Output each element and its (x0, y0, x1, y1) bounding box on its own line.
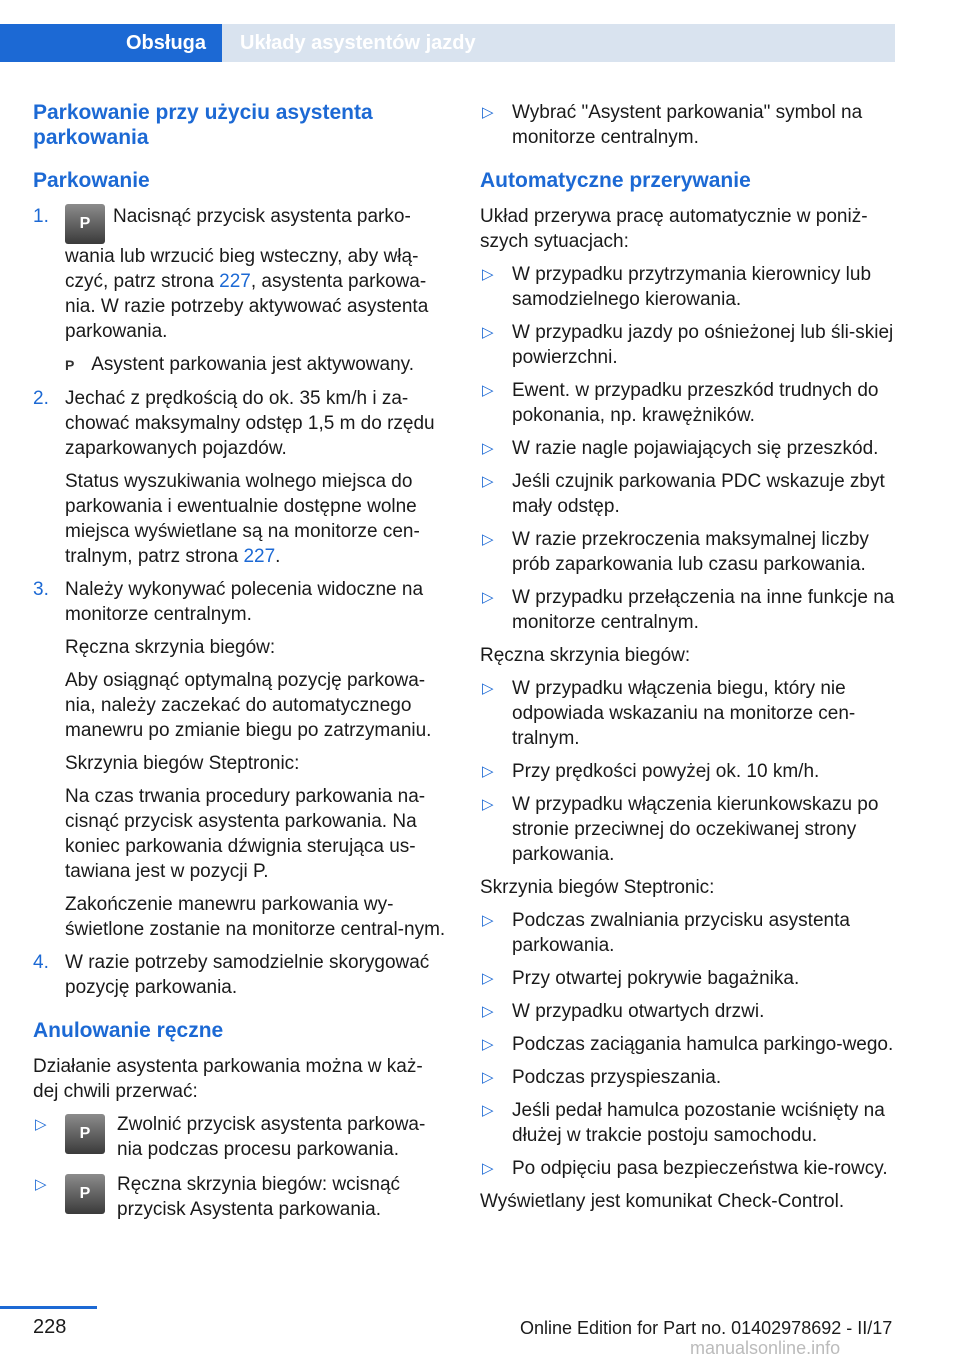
cancel-item-2 (33, 1172, 447, 1222)
page-number: 228 (33, 1316, 67, 1338)
bullet-icon: ▷ (482, 1069, 494, 1086)
list-item (480, 1098, 896, 1148)
step-3-manual-text: Aby osiągnąć optymalną pozycję parkowa-nia, należy zaczekać do automatycznego manewru po zmianie biegu po zatrzymaniu. (65, 670, 432, 741)
steptronic-label: Skrzynia biegów Steptronic: (480, 877, 715, 898)
step-number: 4. (33, 952, 49, 973)
cancel-item-1 (33, 1112, 447, 1162)
list-item (480, 908, 896, 958)
bullet-text: Ewent. w przypadku przeszkód trudnych do pokonania, np. krawężników. (512, 380, 879, 426)
right-column (480, 100, 896, 1222)
list-item (480, 999, 896, 1024)
park-assist-button-icon: P (65, 1174, 105, 1214)
bullet-icon: ▷ (482, 324, 494, 341)
list-item (480, 792, 896, 867)
list-item (480, 1032, 896, 1057)
bullet-text: Wybrać "Asystent parkowania" symbol na monitorze centralnym. (512, 102, 863, 148)
step-3-steptronic-label: Skrzynia biegów Steptronic: (65, 753, 300, 774)
header-bar (0, 24, 895, 62)
section-intro: Działanie asystenta parkowania można w każ-dej chwili przerwać: (33, 1056, 423, 1102)
bullet-text: W przypadku włączenia biegu, który nie odpowiada wskazaniu na monitorze cen-tralnym. (512, 678, 856, 749)
section-intro: Układ przerywa pracę automatycznie w poniż-szych sytuacjach: (480, 206, 868, 252)
bullet-icon: ▷ (35, 1176, 47, 1193)
list-item (480, 436, 896, 461)
step-text: Należy wykonywać polecenia widoczne na monitorze centralnym. (65, 579, 424, 625)
step-3-steptronic-text: Na czas trwania procedury parkowania na-cisnąć przycisk asystenta parkowania. Na koniec parkowania dźwignia sterująca us-tawiana jest w pozycji P. (65, 786, 426, 882)
step-number: 1. (33, 206, 49, 227)
bullet-text: Przy otwartej pokrywie bagażnika. (512, 968, 800, 989)
list-item (480, 966, 896, 991)
page-title: Parkowanie przy użyciu asystenta parkowania (33, 101, 373, 149)
manual-gearbox-list (480, 676, 896, 867)
bullet-icon: ▷ (482, 382, 494, 399)
bullet-text: Jeśli pedał hamulca pozostanie wciśnięty na dłużej w trakcie postoju samochodu. (512, 1100, 885, 1146)
step-3-end-text: Zakończenie manewru parkowania wy-świetlone zostanie na monitorze central-nym. (65, 894, 446, 940)
bullet-text: W przypadku jazdy po ośnieżonej lub śli-skiej powierzchni. (512, 322, 894, 368)
note-text: Status wyszukiwania wolnego miejsca do parkowania i ewentualnie dostępne wolne miejsca wyświetlane są na monitorze cen-tralnym, patrz strona (65, 471, 420, 567)
step-3-manual-label: Ręczna skrzynia biegów: (65, 637, 276, 658)
step-3 (33, 577, 447, 627)
list-item (480, 585, 896, 635)
step-text: Jechać z prędkością do ok. 35 km/h i za-chować maksymalny odstęp 1,5 m do rzędu zaparkowanych pojazdów. (65, 388, 435, 459)
bullet-icon: ▷ (482, 970, 494, 987)
bullet-icon: ▷ (482, 912, 494, 929)
note-text: . (275, 546, 281, 567)
bullet-text: W razie przekroczenia maksymalnej liczby prób zaparkowania lub czasu parkowania. (512, 529, 869, 575)
left-column (33, 100, 447, 1232)
select-symbol-item (480, 100, 896, 150)
step-text: Nacisnąć przycisk asystenta parko-wania lub wrzucić bieg wsteczny, aby włą-czyć, patrz strona (65, 206, 419, 292)
bullet-icon: ▷ (482, 589, 494, 606)
bullet-text: W razie nagle pojawiających się przeszkód. (512, 438, 879, 459)
closing-text: Wyświetlany jest komunikat Check-Control. (480, 1191, 845, 1212)
bullet-text: W przypadku włączenia kierunkowskazu po stronie przeciwnej do oczekiwanej strony parkowania. (512, 794, 879, 865)
bullet-text: Ręczna skrzynia biegów: wcisnąć przycisk Asystenta parkowania. (117, 1174, 401, 1220)
bullet-icon: ▷ (482, 763, 494, 780)
list-item (480, 262, 896, 312)
footer-accent-line (0, 1306, 97, 1309)
bullet-icon: ▷ (482, 266, 494, 283)
park-assist-button-icon: P (65, 1114, 105, 1154)
step-2 (33, 386, 447, 461)
bullet-icon: ▷ (482, 1102, 494, 1119)
bullet-icon: ▷ (482, 1036, 494, 1053)
section-heading-parkowanie: Parkowanie (33, 169, 150, 192)
park-assist-button-icon: P (65, 204, 105, 244)
list-item (480, 378, 896, 428)
bullet-text: W przypadku otwartych drzwi. (512, 1001, 765, 1022)
bullet-text: Przy prędkości powyżej ok. 10 km/h. (512, 761, 820, 782)
step-text: , asystenta parkowa-nia. W razie potrzeby aktywować asystenta parkowania. (65, 271, 429, 342)
step-text: W razie potrzeby samodzielnie skorygować pozycję parkowania. (65, 952, 430, 998)
list-item (480, 1065, 896, 1090)
list-item (480, 676, 896, 751)
tab-obsluga[interactable]: Obsługa (0, 24, 222, 62)
list-item (480, 1156, 896, 1181)
bullet-text: Po odpięciu pasa bezpieczeństwa kie-rowcy. (512, 1158, 888, 1179)
bullet-text: Podczas przyspieszania. (512, 1067, 722, 1088)
bullet-text: Zwolnić przycisk asystenta parkowa-nia podczas procesu parkowania. (117, 1114, 426, 1160)
step-number: 2. (33, 388, 49, 409)
park-assist-symbol-icon: P (65, 357, 75, 373)
bullet-text: Podczas zaciągania hamulca parkingo-wego. (512, 1034, 894, 1055)
step-1-note (33, 352, 447, 378)
bullet-text: Podczas zwalniania przycisku asystenta parkowania. (512, 910, 850, 956)
bullet-icon: ▷ (482, 440, 494, 457)
bullet-text: W przypadku przytrzymania kierownicy lub samodzielnego kierowania. (512, 264, 872, 310)
bullet-icon: ▷ (482, 473, 494, 490)
section-heading-anulowanie: Anulowanie ręczne (33, 1019, 224, 1042)
watermark: manualsonline.info (690, 1338, 841, 1358)
page-link[interactable]: 227 (243, 546, 276, 567)
bullet-icon: ▷ (482, 1003, 494, 1020)
bullet-icon: ▷ (482, 104, 494, 121)
bullet-icon: ▷ (482, 796, 494, 813)
list-item (480, 469, 896, 519)
edition-text: Online Edition for Part no. 01402978692 - II/17 (520, 1318, 893, 1338)
tab-uklady-asystentow[interactable]: Układy asystentów jazdy (240, 31, 476, 54)
bullet-icon: ▷ (482, 680, 494, 697)
note-text: Asystent parkowania jest aktywowany. (91, 354, 415, 375)
bullet-text: Jeśli czujnik parkowania PDC wskazuje zbyt mały odstęp. (512, 471, 885, 517)
step-number: 3. (33, 579, 49, 600)
section-heading-automatyczne: Automatyczne przerywanie (480, 169, 751, 192)
page-link[interactable]: 227 (219, 271, 251, 292)
bullet-icon: ▷ (482, 1160, 494, 1177)
list-item (480, 320, 896, 370)
manual-gearbox-label: Ręczna skrzynia biegów: (480, 645, 691, 666)
auto-interrupt-list (480, 262, 896, 635)
bullet-icon: ▷ (35, 1116, 47, 1133)
step-1 (33, 204, 447, 344)
step-4 (33, 950, 447, 1000)
bullet-icon: ▷ (482, 531, 494, 548)
bullet-text: W przypadku przełączenia na inne funkcje na monitorze centralnym. (512, 587, 895, 633)
steptronic-list (480, 908, 896, 1181)
list-item (480, 527, 896, 577)
list-item (480, 759, 896, 784)
step-2-note (33, 469, 447, 569)
